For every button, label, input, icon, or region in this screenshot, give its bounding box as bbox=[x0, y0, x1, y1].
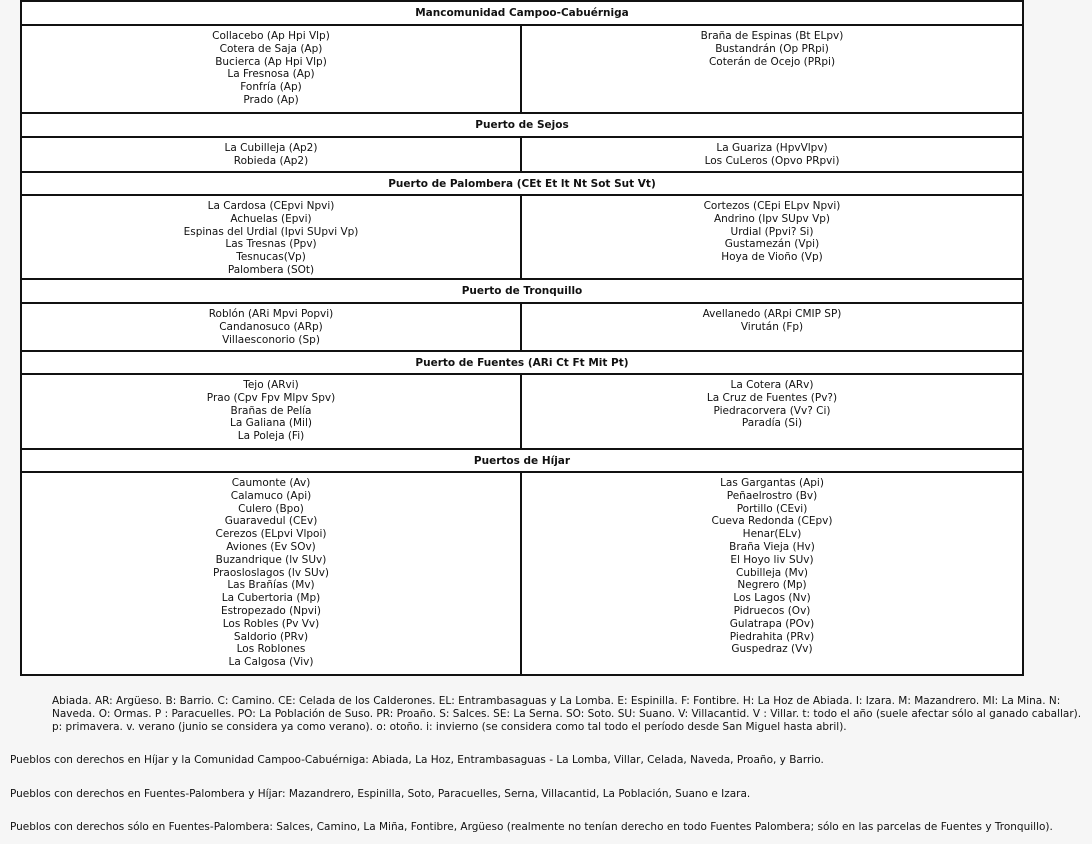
place-item: Tejo (ARvi) bbox=[243, 379, 299, 391]
place-item: Paradía (Si) bbox=[741, 417, 803, 430]
section-title: Puerto de Fuentes (ARi Ct Ft Mit Pt) bbox=[415, 356, 629, 369]
place-item: Los CuLeros (Opvo PRpvi) bbox=[704, 154, 840, 167]
place-item: Guspedraz (Vv) bbox=[731, 643, 813, 656]
place-item: Achuelas (Epvi) bbox=[230, 212, 312, 225]
place-item: Coterán de Ocejo (PRpi) bbox=[708, 55, 836, 68]
section-header-fuentes bbox=[22, 352, 1022, 375]
place-item: La Cubertoria (Mp) bbox=[221, 592, 321, 605]
place-item: Buzandrique (lv SUv) bbox=[215, 553, 327, 566]
section-title: Mancomunidad Campoo-Cabuérniga bbox=[415, 7, 629, 19]
section-body-tronquillo bbox=[22, 304, 1022, 352]
section-header-sejos bbox=[22, 114, 1022, 138]
place-item: Gustamezán (Vpi) bbox=[724, 238, 820, 251]
place-item: Tesnucas(Vp) bbox=[236, 251, 306, 264]
right-column bbox=[522, 26, 1022, 112]
place-item: Villaesconorio (Sp) bbox=[222, 333, 320, 346]
place-item: Hoya de Vioño (Vp) bbox=[721, 251, 823, 264]
left-column bbox=[22, 26, 522, 112]
place-item: Praosloslagos (lv SUv) bbox=[212, 566, 330, 579]
place-item: Cortezos (CEpi ELpv Npvi) bbox=[703, 200, 841, 212]
place-item: Bucierca (Ap Hpi Vlp) bbox=[215, 55, 327, 68]
left-column bbox=[22, 473, 522, 674]
place-item: Avellanedo (ARpi CMIP SP) bbox=[702, 308, 842, 320]
left-column bbox=[22, 138, 522, 171]
place-item: La Guariza (HpvVlpv) bbox=[716, 142, 828, 154]
place-item: Estropezado (Npvi) bbox=[220, 604, 322, 617]
place-item: La Calgosa (Viv) bbox=[228, 656, 314, 669]
place-item: La Cardosa (CEpvi Npvi) bbox=[207, 200, 335, 212]
place-item: La Galiana (Mil) bbox=[230, 417, 312, 430]
right-column bbox=[522, 138, 1022, 171]
place-item: Virután (Fp) bbox=[740, 320, 804, 333]
place-item: La Cruz de Fuentes (Pv?) bbox=[706, 391, 838, 404]
place-item: Roblón (ARi Mpvi Popvi) bbox=[208, 308, 334, 320]
section-body-palombera bbox=[22, 196, 1022, 280]
place-item: La Poleja (Fi) bbox=[237, 430, 305, 443]
section-header-hijar bbox=[22, 450, 1022, 473]
place-item: Los Lagos (Nv) bbox=[733, 592, 811, 605]
place-item: Gulatrapa (POv) bbox=[729, 617, 815, 630]
section-title: Puerto de Sejos bbox=[475, 119, 569, 131]
note-fuentes-hijar: Pueblos con derechos en Fuentes-Palombera y Híjar: Mazandrero, Espinilla, Soto, Paracuelles, Serna, Villacantid, La Población, Suano e Izara. bbox=[10, 788, 751, 800]
place-item: Las Tresnas (Ppv) bbox=[225, 238, 317, 251]
section-body-campoo-cabuerniga bbox=[22, 26, 1022, 114]
place-item: Guaravedul (CEv) bbox=[224, 515, 318, 528]
place-item: Las Brañías (Mv) bbox=[227, 579, 315, 592]
place-item: Piedracorvera (Vv? Ci) bbox=[713, 404, 831, 417]
legend-paragraph: Abiada. AR: Argüeso. B: Barrio. C: Camino. CE: Celada de los Calderones. EL: Entrambasaguas y La Lomba. E: Espinilla. F: Fontibre. H: La Hoz de Abiada. I: Izara. M: Mazandrero. MI: La Mina. N: Naveda. O: Ormas. P : Paracuelles. PO: La Población de Suso. PR: Proaño. S: Salces. SE: La Serna. SO: Soto. SU: Suano. V: Villacantid. V : Villar. t: todo el año (suele afectar sólo al ganado caballar). p: primavera. v. verano (junio se considera ya como verano). o: otoño. i: invierno (se considera como tal todo el período desde San Miguel hasta abril). bbox=[52, 695, 1082, 733]
place-item: Caumonte (Av) bbox=[231, 477, 311, 489]
place-item: Prado (Ap) bbox=[243, 93, 299, 106]
section-title: Puerto de Tronquillo bbox=[461, 285, 583, 297]
right-column bbox=[522, 304, 1022, 350]
place-item: Aviones (Ev SOv) bbox=[226, 540, 316, 553]
place-item: Palombera (SOt) bbox=[227, 263, 315, 276]
place-item: Fonfría (Ap) bbox=[240, 81, 302, 94]
place-item: Espinas del Urdial (Ipvi SUpvi Vp) bbox=[183, 225, 359, 238]
section-body-sejos bbox=[22, 138, 1022, 173]
left-column bbox=[22, 196, 522, 278]
place-item: Las Gargantas (Api) bbox=[720, 477, 824, 489]
place-item: Brañas de Pelía bbox=[230, 404, 312, 417]
place-item: Pidruecos (Ov) bbox=[733, 604, 811, 617]
place-item: Piedrahita (PRv) bbox=[729, 630, 815, 643]
section-header-tronquillo bbox=[22, 280, 1022, 304]
pastures-table bbox=[20, 0, 1024, 676]
section-title: Puerto de Palombera (CEt Et lt Nt Sot Sut Vt) bbox=[388, 177, 656, 190]
place-item: Braña Vieja (Hv) bbox=[729, 540, 815, 553]
place-item: Collacebo (Ap Hpi Vlp) bbox=[212, 30, 330, 42]
section-title: Puertos de Híjar bbox=[473, 454, 571, 467]
section-header-campoo-cabuerniga bbox=[22, 2, 1022, 26]
place-item: Bustandrán (Op PRpi) bbox=[715, 42, 829, 55]
place-item: La Cotera (ARv) bbox=[730, 379, 814, 391]
left-column bbox=[22, 304, 522, 350]
section-body-hijar bbox=[22, 473, 1022, 674]
left-column bbox=[22, 375, 522, 448]
right-column bbox=[522, 375, 1022, 448]
place-item: Candanosuco (ARp) bbox=[219, 320, 323, 333]
place-item: La Cubilleja (Ap2) bbox=[224, 142, 318, 154]
place-item: Calamuco (Api) bbox=[230, 489, 312, 502]
right-column bbox=[522, 196, 1022, 278]
place-item: Braña de Espinas (Bt ELpv) bbox=[700, 30, 844, 42]
place-item: Cueva Redonda (CEpv) bbox=[711, 515, 833, 528]
note-fuentes-only: Pueblos con derechos sólo en Fuentes-Palombera: Salces, Camino, La Miña, Fontibre, Argüeso (realmente no tenían derecho en todo Fuentes Palombera; sólo en las parcelas de Fuentes y Tronquillo). bbox=[10, 821, 1053, 833]
place-item: Portillo (CEvi) bbox=[736, 502, 808, 515]
right-column bbox=[522, 473, 1022, 674]
place-item: Urdial (Ppvi? Si) bbox=[730, 225, 814, 238]
place-item: La Fresnosa (Ap) bbox=[227, 68, 315, 81]
place-item: Cubilleja (Mv) bbox=[735, 566, 809, 579]
place-item: Saldorio (PRv) bbox=[233, 630, 309, 643]
place-item: Robieda (Ap2) bbox=[233, 154, 309, 167]
note-hijar-campoo: Pueblos con derechos en Híjar y la Comunidad Campoo-Cabuérniga: Abiada, La Hoz, Entrambasaguas - La Lomba, Villar, Celada, Naveda, Proaño, y Barrio. bbox=[10, 754, 824, 766]
place-item: Cotera de Saja (Ap) bbox=[219, 42, 323, 55]
place-item: Andrino (Ipv SUpv Vp) bbox=[713, 212, 831, 225]
place-item: Culero (Bpo) bbox=[238, 502, 304, 515]
place-item: Prao (Cpv Fpv Mlpv Spv) bbox=[206, 391, 336, 404]
place-item: Cerezos (ELpvi Vlpoi) bbox=[215, 528, 327, 541]
place-item: Los Roblones bbox=[236, 643, 306, 656]
place-item: Negrero (Mp) bbox=[737, 579, 807, 592]
place-item: Peñaelrostro (Bv) bbox=[726, 489, 818, 502]
section-header-palombera bbox=[22, 173, 1022, 196]
place-item: Henar(ELv) bbox=[742, 528, 802, 541]
section-body-fuentes bbox=[22, 375, 1022, 450]
place-item: Los Robles (Pv Vv) bbox=[222, 617, 320, 630]
place-item: El Hoyo liv SUv) bbox=[730, 553, 814, 566]
